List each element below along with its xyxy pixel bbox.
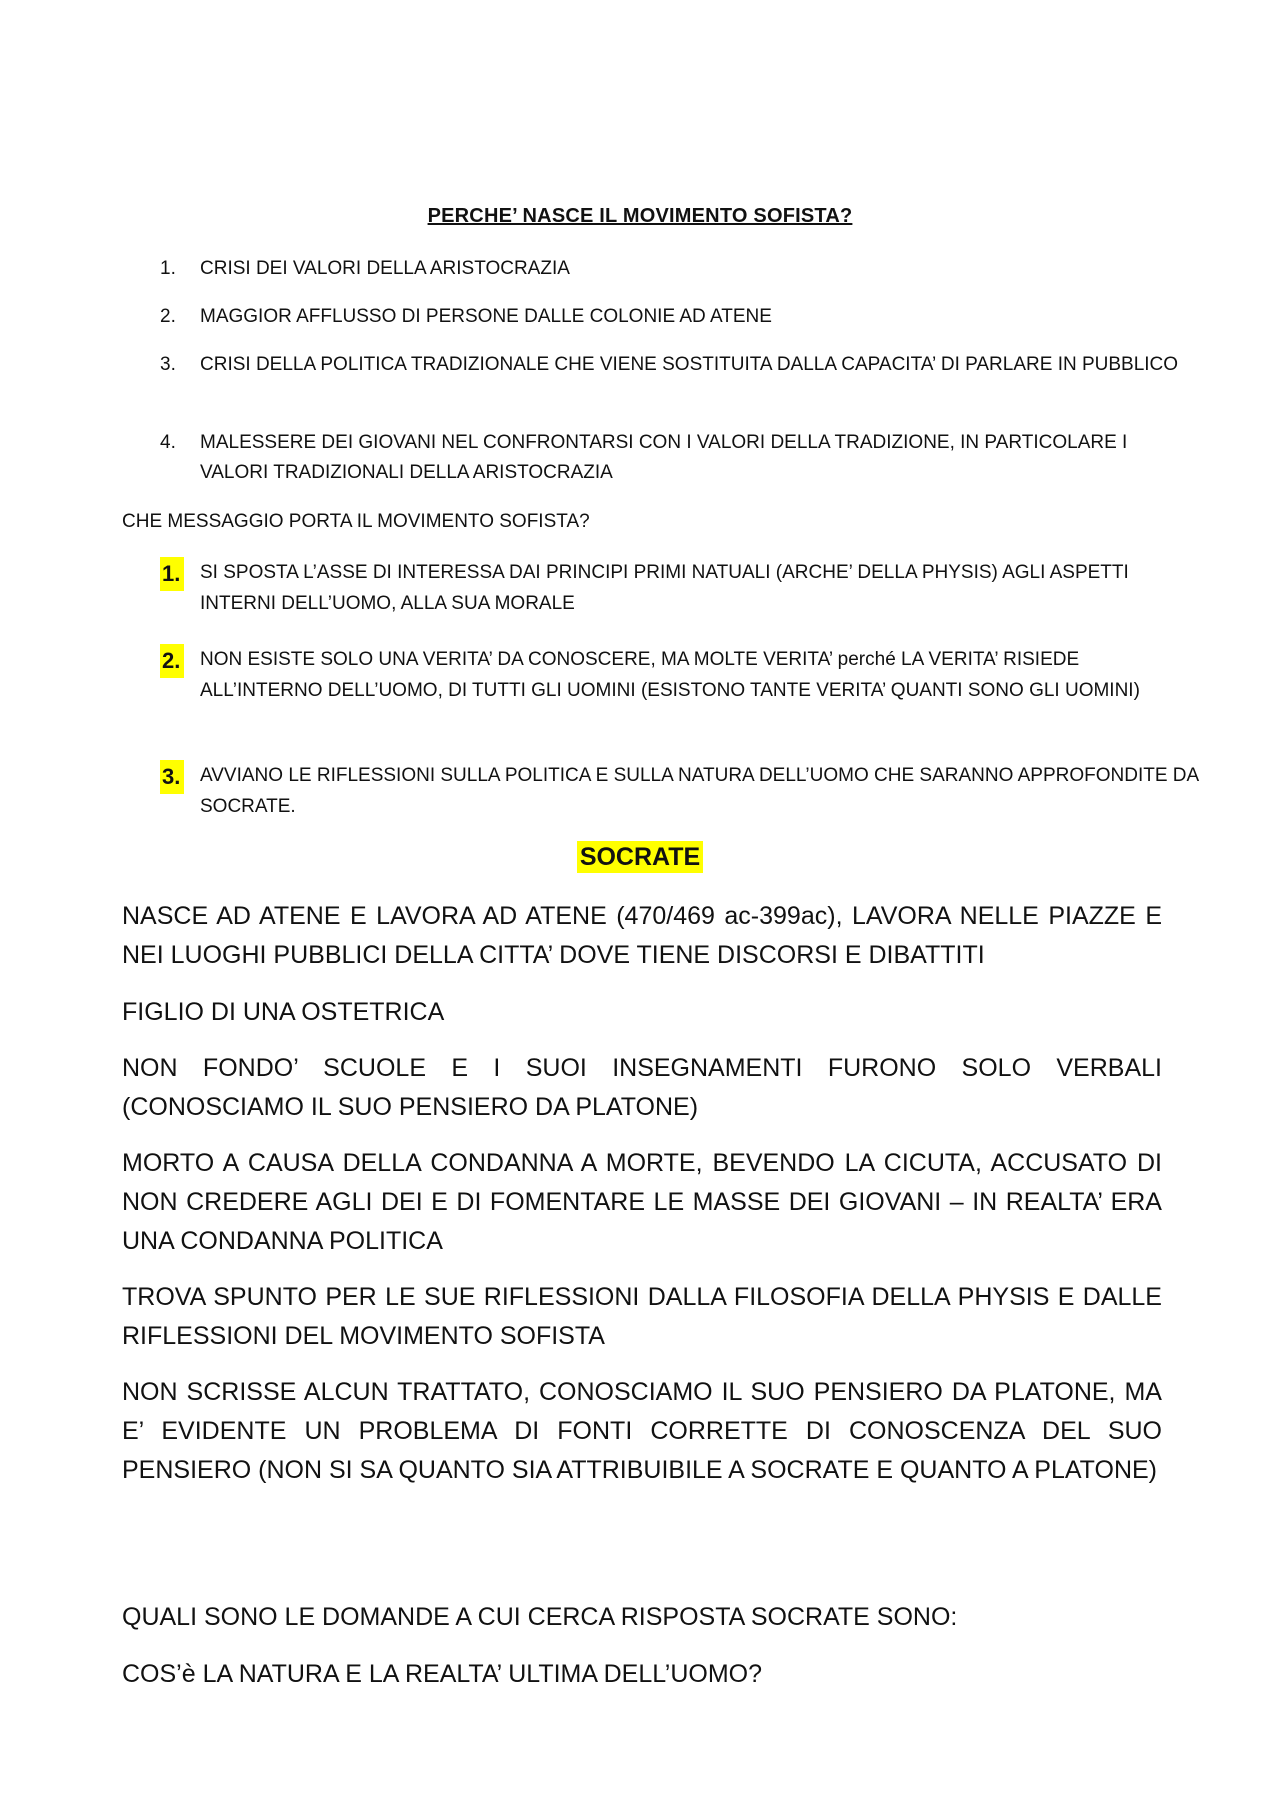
sofist-question: CHE MESSAGGIO PORTA IL MOVIMENTO SOFISTA? (122, 511, 590, 532)
page-title: PERCHE’ NASCE IL MOVIMENTO SOFISTA? (427, 205, 853, 227)
list-text: AVVIANO LE RIFLESSIONI SULLA POLITICA E SULLA NATURA DELL’UOMO CHE SARANNO APPROFONDITE DA SOCRATE. (200, 765, 1199, 817)
list-text: CRISI DEI VALORI DELLA ARISTOCRAZIA (200, 258, 570, 279)
paragraph: COS’è LA NATURA E LA REALTA’ ULTIMA DELL’UOMO? (122, 1660, 763, 1688)
highlighted-number: 2. (160, 644, 184, 678)
paragraph: TROVA SPUNTO PER LE SUE RIFLESSIONI DALLA FILOSOFIA DELLA PHYSIS E DALLE RIFLESSIONI DEL MOVIMENTO SOFISTA (122, 1283, 1162, 1350)
list-text: MALESSERE DEI GIOVANI NEL CONFRONTARSI CON I VALORI DELLA TRADIZIONE, IN PARTICOLARE I VALORI TRADIZIONALI DELLA ARISTOCRAZIA (200, 432, 1128, 483)
list-text: CRISI DELLA POLITICA TRADIZIONALE CHE VIENE SOSTITUITA DALLA CAPACITA’ DI PARLARE IN PUBBLICO (200, 354, 1179, 375)
list-number: 2. (160, 306, 176, 327)
highlighted-number: 1. (160, 557, 184, 591)
socrate-heading: SOCRATE (577, 841, 703, 873)
list-text: SI SPOSTA L’ASSE DI INTERESSA DAI PRINCIPI PRIMI NATUALI (ARCHE’ DELLA PHYSIS) AGLI ASPETTI INTERNI DELL’UOMO, ALLA SUA MORALE (200, 562, 1129, 614)
list-number: 4. (160, 432, 176, 453)
paragraph: NON FONDO’ SCUOLE E I SUOI INSEGNAMENTI FURONO SOLO VERBALI (CONOSCIAMO IL SUO PENSIERO DA PLATONE) (122, 1054, 1162, 1121)
list-text: NON ESISTE SOLO UNA VERITA’ DA CONOSCERE, MA MOLTE VERITA’ perché LA VERITA’ RISIEDE ALL’INTERNO DELL’UOMO, DI TUTTI GLI UOMINI (ESISTONO TANTE VERITA’ QUANTI SONO GLI UOMINI) (200, 649, 1140, 701)
paragraph: NASCE AD ATENE E LAVORA AD ATENE (470/469 ac-399ac), LAVORA NELLE PIAZZE E NEI LUOGHI PUBBLICI DELLA CITTA’ DOVE TIENE DISCORSI E DIBATTITI (122, 902, 1162, 969)
paragraph: MORTO A CAUSA DELLA CONDANNA A MORTE, BEVENDO LA CICUTA, ACCUSATO DI NON CREDERE AGLI DEI E DI FOMENTARE LE MASSE DEI GIOVANI – IN REALTA’ ERA UNA CONDANNA POLITICA (122, 1149, 1162, 1255)
list-number: 3. (160, 354, 176, 375)
section-title (0, 843, 1280, 872)
highlighted-number: 3. (160, 760, 184, 794)
paragraph: NON SCRISSE ALCUN TRATTATO, CONOSCIAMO IL SUO PENSIERO DA PLATONE, MA E’ EVIDENTE UN PROBLEMA DI FONTI CORRETTE DI CONOSCENZA DEL SUO PENSIERO (NON SI SA QUANTO SIA ATTRIBUIBILE A SOCRATE E QUANTO A PLATONE) (122, 1378, 1162, 1484)
list-text: MAGGIOR AFFLUSSO DI PERSONE DALLE COLONIE AD ATENE (200, 306, 772, 327)
paragraph: QUALI SONO LE DOMANDE A CUI CERCA RISPOSTA SOCRATE SONO: (122, 1603, 958, 1631)
list-number: 1. (160, 258, 176, 279)
paragraph: FIGLIO DI UNA OSTETRICA (122, 998, 445, 1026)
